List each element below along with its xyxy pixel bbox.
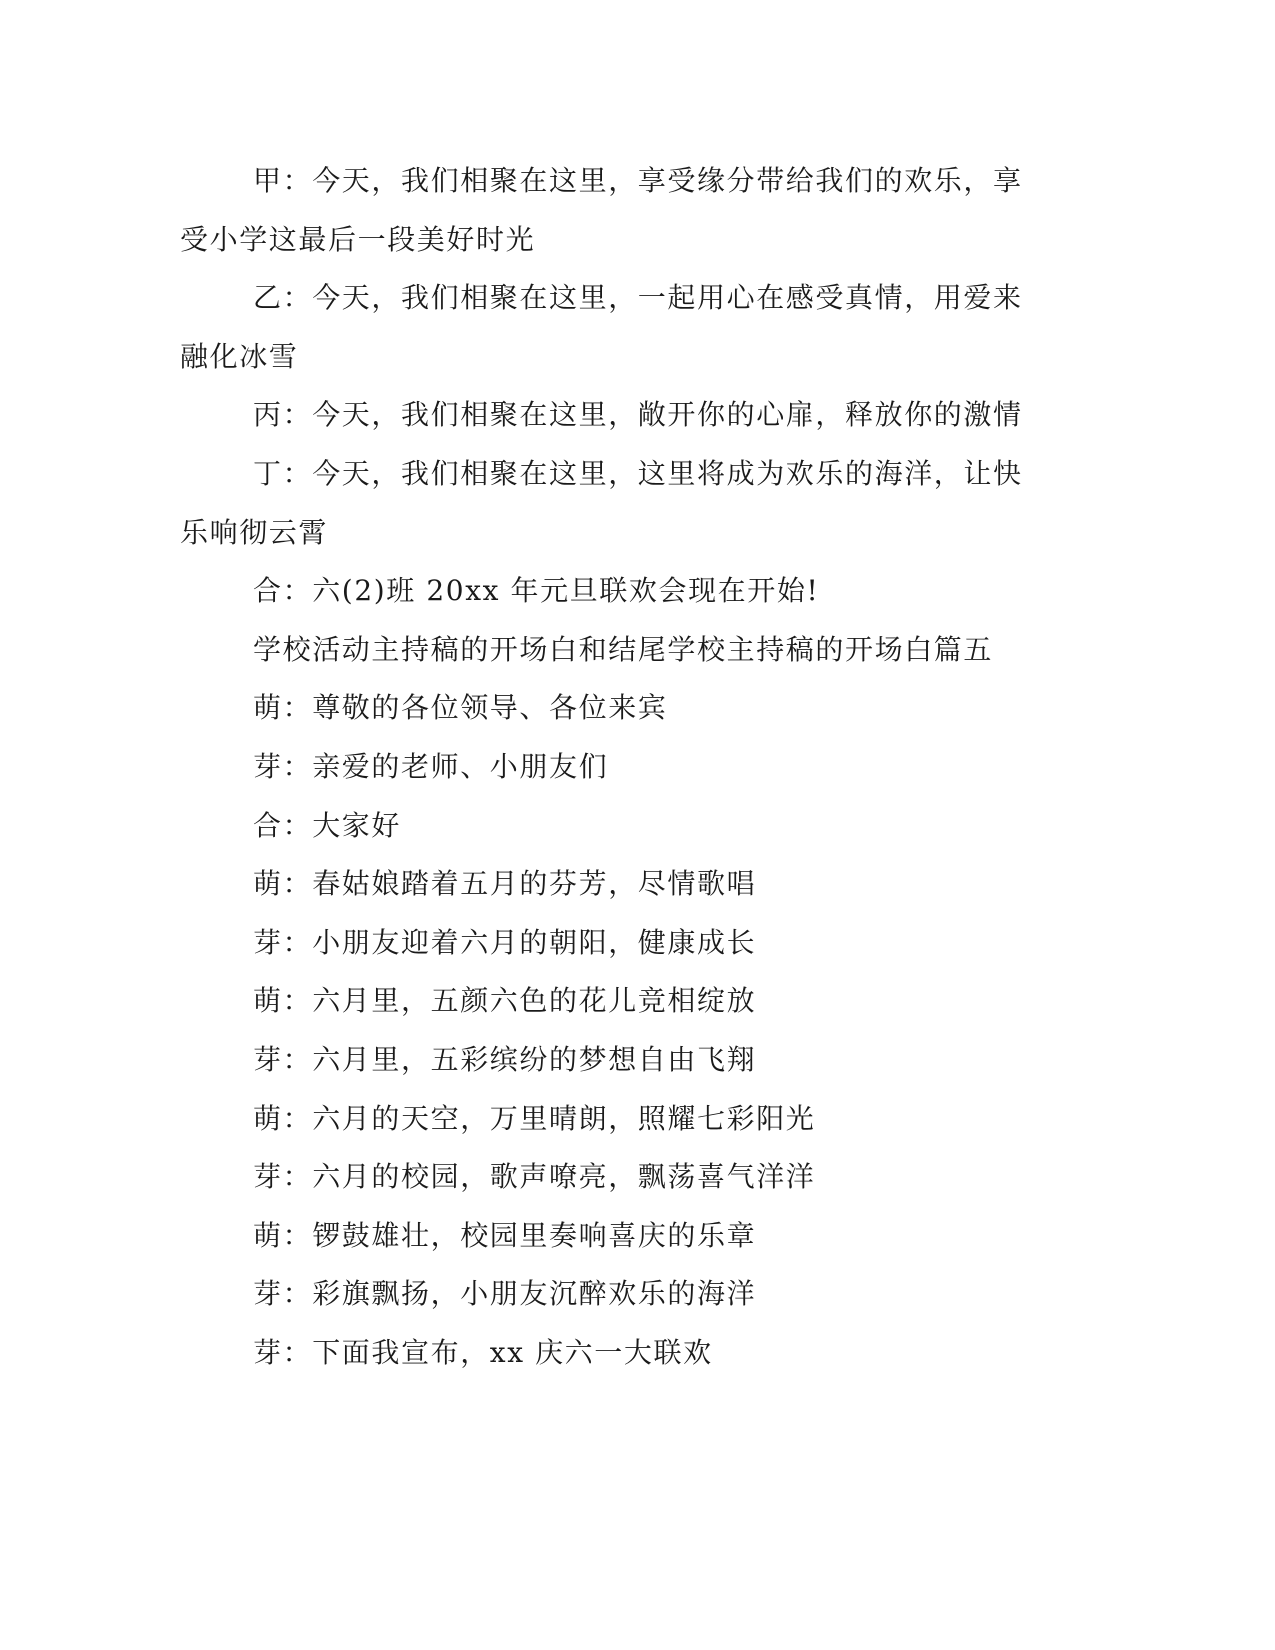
paragraph-ya-1: 芽：亲爱的老师、小朋友们	[253, 749, 609, 783]
paragraph-ya-2: 芽：小朋友迎着六月的朝阳，健康成长	[253, 925, 757, 959]
paragraph-jia: 甲：今天，我们相聚在这里，享受缘分带给我们的欢乐，享受小学这最后一段美好时光	[180, 164, 1023, 256]
paragraph-meng-2: 萌：春姑娘踏着五月的芬芳，尽情歌唱	[253, 867, 757, 901]
document-body	[180, 152, 1040, 1382]
paragraph-yi: 乙：今天，我们相聚在这里，一起用心在感受真情，用爱来融化冰雪	[180, 281, 1023, 373]
paragraph-ya-3: 芽：六月里，五彩缤纷的梦想自由飞翔	[253, 1042, 757, 1076]
paragraph-together-opening: 合：六(2)班 20xx 年元旦联欢会现在开始!	[253, 574, 820, 608]
paragraph-ding: 丁：今天，我们相聚在这里，这里将成为欢乐的海洋，让快乐响彻云霄	[180, 456, 1023, 549]
paragraph-meng-5: 萌：锣鼓雄壮，校园里奏响喜庆的乐章	[253, 1218, 757, 1252]
paragraph-meng-3: 萌：六月里，五颜六色的花儿竞相绽放	[253, 984, 757, 1018]
paragraph-bing: 丙：今天，我们相聚在这里，敞开你的心扉，释放你的激情	[253, 398, 1023, 432]
paragraph-together-greeting: 合：大家好	[253, 808, 402, 842]
paragraph-meng-1: 萌：尊敬的各位领导、各位来宾	[253, 691, 668, 725]
paragraph-ya-4: 芽：六月的校园，歌声嘹亮，飘荡喜气洋洋	[253, 1160, 816, 1194]
section-heading: 学校活动主持稿的开场白和结尾学校主持稿的开场白篇五	[253, 632, 994, 666]
paragraph-meng-4: 萌：六月的天空，万里晴朗，照耀七彩阳光	[253, 1101, 816, 1135]
paragraph-ya-5: 芽：彩旗飘扬，小朋友沉醉欢乐的海洋	[253, 1277, 757, 1311]
paragraph-ya-6: 芽：下面我宣布，xx 庆六一大联欢	[253, 1335, 713, 1369]
